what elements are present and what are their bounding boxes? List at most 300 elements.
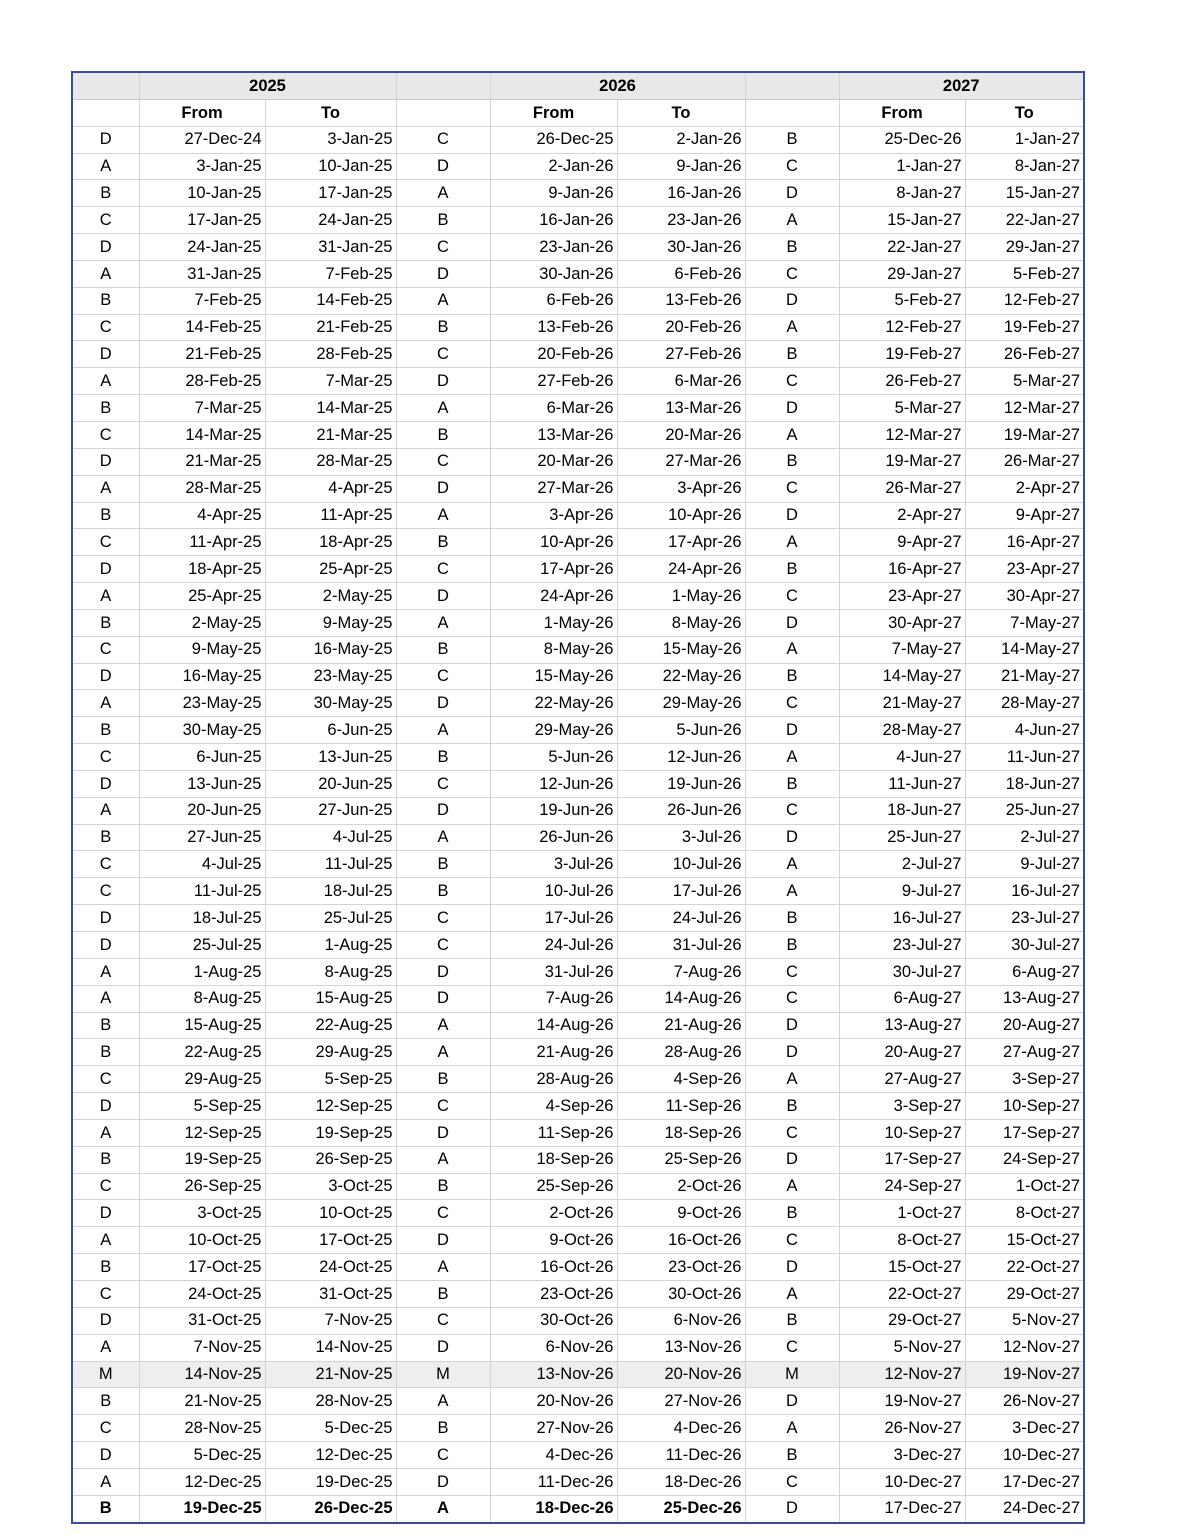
from-date-cell: 10-Dec-27 [839, 1468, 965, 1495]
code-cell: D [72, 341, 139, 368]
to-date-cell: 12-Feb-27 [965, 287, 1084, 314]
to-date-cell: 30-Oct-26 [617, 1280, 745, 1307]
code-cell: D [745, 1146, 839, 1173]
code-cell: D [396, 1468, 490, 1495]
code-cell: C [745, 1468, 839, 1495]
code-cell: C [396, 932, 490, 959]
to-date-cell: 31-Oct-25 [265, 1280, 396, 1307]
code-cell: C [396, 1307, 490, 1334]
from-date-cell: 3-Dec-27 [839, 1442, 965, 1469]
to-date-cell: 27-Feb-26 [617, 341, 745, 368]
to-date-cell: 20-Mar-26 [617, 421, 745, 448]
to-date-cell: 16-Jul-27 [965, 878, 1084, 905]
to-date-cell: 29-Jan-27 [965, 234, 1084, 261]
from-date-cell: 4-Dec-26 [490, 1442, 617, 1469]
from-date-cell: 7-Mar-25 [139, 395, 265, 422]
code-cell: A [396, 1388, 490, 1415]
table-row [72, 1200, 1084, 1227]
table-row [72, 1442, 1084, 1469]
from-date-cell: 18-Apr-25 [139, 556, 265, 583]
from-date-cell: 19-Sep-25 [139, 1146, 265, 1173]
from-date-cell: 14-Mar-25 [139, 421, 265, 448]
from-date-cell: 19-Mar-27 [839, 448, 965, 475]
table-row [72, 180, 1084, 207]
from-date-cell: 4-Sep-26 [490, 1093, 617, 1120]
from-date-cell: 28-Aug-26 [490, 1066, 617, 1093]
to-date-cell: 30-Jan-26 [617, 234, 745, 261]
code-cell: D [745, 502, 839, 529]
from-date-cell: 5-Dec-25 [139, 1442, 265, 1469]
to-date-cell: 16-Oct-26 [617, 1227, 745, 1254]
code-cell: D [745, 824, 839, 851]
code-cell: B [396, 1280, 490, 1307]
year-2027-header: 2027 [839, 72, 1084, 99]
from-date-cell: 25-Jun-27 [839, 824, 965, 851]
code-cell: A [396, 717, 490, 744]
from-date-cell: 28-May-27 [839, 717, 965, 744]
code-column-header [745, 99, 839, 126]
rotation-schedule-table [71, 71, 1085, 1524]
from-date-cell: 5-Jun-26 [490, 744, 617, 771]
code-column-header [396, 99, 490, 126]
to-date-cell: 24-Apr-26 [617, 556, 745, 583]
to-date-cell: 17-Sep-27 [965, 1119, 1084, 1146]
to-date-cell: 4-Sep-26 [617, 1066, 745, 1093]
to-date-cell: 5-Nov-27 [965, 1307, 1084, 1334]
to-date-cell: 7-Nov-25 [265, 1307, 396, 1334]
table-row [72, 287, 1084, 314]
from-date-cell: 5-Mar-27 [839, 395, 965, 422]
from-date-cell: 17-Jul-26 [490, 905, 617, 932]
from-date-cell: 25-Sep-26 [490, 1173, 617, 1200]
table-row [72, 421, 1084, 448]
table-row [72, 448, 1084, 475]
code-cell: C [396, 126, 490, 153]
code-cell: D [745, 180, 839, 207]
to-date-cell: 6-Aug-27 [965, 958, 1084, 985]
to-date-cell: 8-Oct-27 [965, 1200, 1084, 1227]
code-cell: B [745, 341, 839, 368]
table-row [72, 234, 1084, 261]
code-cell: A [745, 636, 839, 663]
to-date-cell: 15-Jan-27 [965, 180, 1084, 207]
to-date-cell: 25-Jun-27 [965, 797, 1084, 824]
table-row [72, 1361, 1084, 1388]
to-date-cell: 21-Nov-25 [265, 1361, 396, 1388]
year-2026-header: 2026 [490, 72, 745, 99]
code-cell: B [72, 1495, 139, 1522]
to-date-cell: 17-Oct-25 [265, 1227, 396, 1254]
code-cell: A [396, 1012, 490, 1039]
to-date-cell: 28-Aug-26 [617, 1039, 745, 1066]
to-date-cell: 2-Jul-27 [965, 824, 1084, 851]
code-cell: A [72, 1227, 139, 1254]
to-date-cell: 17-Jan-25 [265, 180, 396, 207]
to-date-cell: 5-Dec-25 [265, 1415, 396, 1442]
to-date-cell: 10-Jan-25 [265, 153, 396, 180]
to-date-cell: 7-Aug-26 [617, 958, 745, 985]
from-date-cell: 23-Oct-26 [490, 1280, 617, 1307]
to-date-cell: 19-Sep-25 [265, 1119, 396, 1146]
code-cell: C [745, 368, 839, 395]
code-cell: B [396, 207, 490, 234]
code-cell: C [745, 985, 839, 1012]
from-date-cell: 19-Feb-27 [839, 341, 965, 368]
code-cell: M [745, 1361, 839, 1388]
from-date-cell: 26-Feb-27 [839, 368, 965, 395]
to-date-cell: 11-Dec-26 [617, 1442, 745, 1469]
to-date-cell: 16-Apr-27 [965, 529, 1084, 556]
code-cell: B [72, 1012, 139, 1039]
from-date-cell: 13-Aug-27 [839, 1012, 965, 1039]
to-date-cell: 23-May-25 [265, 663, 396, 690]
to-date-cell: 1-Aug-25 [265, 932, 396, 959]
from-date-cell: 28-Mar-25 [139, 475, 265, 502]
code-cell: B [745, 932, 839, 959]
table-row [72, 1307, 1084, 1334]
code-cell: D [396, 475, 490, 502]
from-date-cell: 31-Jul-26 [490, 958, 617, 985]
from-date-cell: 1-May-26 [490, 609, 617, 636]
to-date-cell: 11-Jul-25 [265, 851, 396, 878]
to-date-cell: 13-Aug-27 [965, 985, 1084, 1012]
to-date-cell: 21-May-27 [965, 663, 1084, 690]
to-date-cell: 19-Nov-27 [965, 1361, 1084, 1388]
year-spacer-cell [745, 72, 839, 99]
from-date-cell: 20-Jun-25 [139, 797, 265, 824]
to-date-cell: 24-Dec-27 [965, 1495, 1084, 1522]
to-date-cell: 22-Oct-27 [965, 1254, 1084, 1281]
to-date-cell: 9-Jul-27 [965, 851, 1084, 878]
code-cell: D [396, 368, 490, 395]
code-cell: D [396, 690, 490, 717]
table-row [72, 797, 1084, 824]
table-row [72, 717, 1084, 744]
from-date-cell: 1-Jan-27 [839, 153, 965, 180]
from-date-cell: 22-Jan-27 [839, 234, 965, 261]
from-date-cell: 20-Aug-27 [839, 1039, 965, 1066]
from-date-cell: 14-Nov-25 [139, 1361, 265, 1388]
to-date-cell: 30-May-25 [265, 690, 396, 717]
to-date-cell: 8-May-26 [617, 609, 745, 636]
from-date-cell: 22-May-26 [490, 690, 617, 717]
to-date-cell: 8-Jan-27 [965, 153, 1084, 180]
code-cell: D [72, 1442, 139, 1469]
from-date-cell: 23-May-25 [139, 690, 265, 717]
to-date-cell: 28-Nov-25 [265, 1388, 396, 1415]
from-date-cell: 15-May-26 [490, 663, 617, 690]
code-cell: C [745, 1227, 839, 1254]
from-date-cell: 26-Jun-26 [490, 824, 617, 851]
from-date-cell: 2-Jul-27 [839, 851, 965, 878]
from-date-cell: 28-Nov-25 [139, 1415, 265, 1442]
from-date-cell: 10-Sep-27 [839, 1119, 965, 1146]
to-date-cell: 2-Oct-26 [617, 1173, 745, 1200]
from-date-cell: 1-Oct-27 [839, 1200, 965, 1227]
to-date-cell: 7-May-27 [965, 609, 1084, 636]
to-date-cell: 5-Mar-27 [965, 368, 1084, 395]
from-date-cell: 18-Jun-27 [839, 797, 965, 824]
from-date-cell: 27-Feb-26 [490, 368, 617, 395]
from-date-cell: 19-Jun-26 [490, 797, 617, 824]
from-date-cell: 23-Jan-26 [490, 234, 617, 261]
from-date-cell: 2-Apr-27 [839, 502, 965, 529]
code-cell: D [72, 126, 139, 153]
to-date-cell: 18-Sep-26 [617, 1119, 745, 1146]
to-date-cell: 18-Jun-27 [965, 770, 1084, 797]
code-cell: A [745, 1066, 839, 1093]
table-row [72, 1334, 1084, 1361]
to-date-cell: 1-Jan-27 [965, 126, 1084, 153]
code-cell: D [745, 1495, 839, 1522]
code-cell: A [72, 958, 139, 985]
from-date-cell: 7-Feb-25 [139, 287, 265, 314]
from-date-cell: 8-Aug-25 [139, 985, 265, 1012]
table-row [72, 207, 1084, 234]
from-date-cell: 16-Apr-27 [839, 556, 965, 583]
to-date-cell: 27-Aug-27 [965, 1039, 1084, 1066]
year-spacer-cell [396, 72, 490, 99]
code-cell: C [396, 1442, 490, 1469]
to-date-cell: 13-Jun-25 [265, 744, 396, 771]
code-cell: C [745, 583, 839, 610]
from-date-cell: 11-Apr-25 [139, 529, 265, 556]
to-date-cell: 31-Jan-25 [265, 234, 396, 261]
from-date-cell: 3-Jul-26 [490, 851, 617, 878]
code-cell: D [72, 448, 139, 475]
from-date-cell: 10-Jan-25 [139, 180, 265, 207]
code-cell: M [72, 1361, 139, 1388]
code-cell: C [72, 421, 139, 448]
from-date-cell: 12-Feb-27 [839, 314, 965, 341]
table-row [72, 395, 1084, 422]
code-column-header [72, 99, 139, 126]
code-cell: C [396, 341, 490, 368]
to-date-cell: 6-Nov-26 [617, 1307, 745, 1334]
table-row [72, 1495, 1084, 1522]
to-date-cell: 22-Jan-27 [965, 207, 1084, 234]
to-date-cell: 3-Sep-27 [965, 1066, 1084, 1093]
to-date-cell: 10-Apr-26 [617, 502, 745, 529]
table-row [72, 475, 1084, 502]
code-cell: B [745, 126, 839, 153]
to-date-cell: 19-Jun-26 [617, 770, 745, 797]
from-date-cell: 3-Oct-25 [139, 1200, 265, 1227]
code-cell: C [72, 207, 139, 234]
code-cell: A [745, 1280, 839, 1307]
to-date-cell: 18-Apr-25 [265, 529, 396, 556]
to-date-cell: 14-Aug-26 [617, 985, 745, 1012]
code-cell: D [396, 985, 490, 1012]
to-date-cell: 2-May-25 [265, 583, 396, 610]
from-date-cell: 27-Nov-26 [490, 1415, 617, 1442]
code-cell: A [745, 744, 839, 771]
table-row [72, 368, 1084, 395]
to-date-cell: 22-May-26 [617, 663, 745, 690]
table-row [72, 878, 1084, 905]
to-date-cell: 10-Oct-25 [265, 1200, 396, 1227]
code-cell: A [745, 851, 839, 878]
from-date-cell: 15-Jan-27 [839, 207, 965, 234]
table-row [72, 1119, 1084, 1146]
code-cell: C [72, 1415, 139, 1442]
from-date-cell: 21-Nov-25 [139, 1388, 265, 1415]
from-date-cell: 30-May-25 [139, 717, 265, 744]
code-cell: B [396, 314, 490, 341]
code-cell: C [72, 1066, 139, 1093]
from-date-cell: 8-Oct-27 [839, 1227, 965, 1254]
from-date-cell: 22-Aug-25 [139, 1039, 265, 1066]
code-cell: D [72, 556, 139, 583]
from-date-cell: 20-Mar-26 [490, 448, 617, 475]
to-date-cell: 9-May-25 [265, 609, 396, 636]
code-cell: A [396, 824, 490, 851]
table-row [72, 126, 1084, 153]
table-row [72, 744, 1084, 771]
from-date-cell: 13-Mar-26 [490, 421, 617, 448]
to-date-cell: 13-Nov-26 [617, 1334, 745, 1361]
to-date-cell: 29-May-26 [617, 690, 745, 717]
from-date-cell: 6-Jun-25 [139, 744, 265, 771]
to-date-cell: 13-Mar-26 [617, 395, 745, 422]
from-date-cell: 25-Dec-26 [839, 126, 965, 153]
table-row [72, 502, 1084, 529]
code-cell: D [396, 797, 490, 824]
from-date-cell: 4-Jul-25 [139, 851, 265, 878]
to-date-cell: 21-Mar-25 [265, 421, 396, 448]
to-date-cell: 31-Jul-26 [617, 932, 745, 959]
to-date-cell: 10-Dec-27 [965, 1442, 1084, 1469]
to-date-cell: 26-Sep-25 [265, 1146, 396, 1173]
to-date-cell: 24-Jan-25 [265, 207, 396, 234]
code-cell: B [745, 905, 839, 932]
from-date-cell: 11-Jun-27 [839, 770, 965, 797]
to-date-cell: 27-Nov-26 [617, 1388, 745, 1415]
from-date-cell: 17-Apr-26 [490, 556, 617, 583]
from-date-cell: 13-Jun-25 [139, 770, 265, 797]
code-cell: D [72, 1093, 139, 1120]
code-cell: A [396, 1146, 490, 1173]
from-date-cell: 24-Oct-25 [139, 1280, 265, 1307]
code-cell: D [72, 905, 139, 932]
code-cell: A [745, 529, 839, 556]
to-date-cell: 20-Aug-27 [965, 1012, 1084, 1039]
from-date-cell: 13-Nov-26 [490, 1361, 617, 1388]
to-date-cell: 19-Dec-25 [265, 1468, 396, 1495]
to-date-cell: 17-Jul-26 [617, 878, 745, 905]
from-column-header: From [490, 99, 617, 126]
code-cell: C [745, 260, 839, 287]
code-cell: D [72, 234, 139, 261]
code-cell: B [745, 770, 839, 797]
to-date-cell: 23-Oct-26 [617, 1254, 745, 1281]
to-date-cell: 14-Feb-25 [265, 287, 396, 314]
table-row [72, 1093, 1084, 1120]
to-date-cell: 3-Apr-26 [617, 475, 745, 502]
from-date-cell: 16-May-25 [139, 663, 265, 690]
table-row [72, 314, 1084, 341]
schedule-body [72, 126, 1084, 1522]
table-row [72, 851, 1084, 878]
code-cell: C [745, 153, 839, 180]
code-cell: C [72, 1173, 139, 1200]
to-date-cell: 10-Jul-26 [617, 851, 745, 878]
code-cell: D [72, 932, 139, 959]
from-column-header: From [139, 99, 265, 126]
table-row [72, 529, 1084, 556]
to-date-cell: 26-Dec-25 [265, 1495, 396, 1522]
table-row [72, 341, 1084, 368]
to-date-cell: 14-Nov-25 [265, 1334, 396, 1361]
to-date-cell: 5-Feb-27 [965, 260, 1084, 287]
to-date-cell: 2-Apr-27 [965, 475, 1084, 502]
to-date-cell: 3-Oct-25 [265, 1173, 396, 1200]
to-date-cell: 8-Aug-25 [265, 958, 396, 985]
code-cell: C [396, 556, 490, 583]
from-date-cell: 12-Mar-27 [839, 421, 965, 448]
from-date-cell: 2-Jan-26 [490, 153, 617, 180]
from-date-cell: 14-Feb-25 [139, 314, 265, 341]
code-cell: A [396, 502, 490, 529]
code-cell: C [396, 663, 490, 690]
to-column-header: To [265, 99, 396, 126]
code-cell: A [396, 395, 490, 422]
code-cell: A [745, 314, 839, 341]
to-date-cell: 14-Mar-25 [265, 395, 396, 422]
code-cell: M [396, 1361, 490, 1388]
code-cell: D [72, 1307, 139, 1334]
code-cell: A [396, 180, 490, 207]
from-date-cell: 26-Dec-25 [490, 126, 617, 153]
to-date-cell: 5-Jun-26 [617, 717, 745, 744]
to-date-cell: 23-Apr-27 [965, 556, 1084, 583]
table-row [72, 1254, 1084, 1281]
from-date-cell: 11-Dec-26 [490, 1468, 617, 1495]
code-cell: A [72, 1119, 139, 1146]
table-row [72, 770, 1084, 797]
from-date-cell: 9-Apr-27 [839, 529, 965, 556]
to-date-cell: 27-Jun-25 [265, 797, 396, 824]
from-date-cell: 3-Jan-25 [139, 153, 265, 180]
from-date-cell: 12-Sep-25 [139, 1119, 265, 1146]
from-date-cell: 26-Mar-27 [839, 475, 965, 502]
code-cell: D [72, 770, 139, 797]
from-date-cell: 27-Aug-27 [839, 1066, 965, 1093]
table-row [72, 1146, 1084, 1173]
from-date-cell: 5-Nov-27 [839, 1334, 965, 1361]
table-row [72, 1468, 1084, 1495]
to-date-cell: 26-Feb-27 [965, 341, 1084, 368]
from-date-cell: 9-Jul-27 [839, 878, 965, 905]
to-date-cell: 29-Aug-25 [265, 1039, 396, 1066]
to-date-cell: 21-Feb-25 [265, 314, 396, 341]
to-date-cell: 25-Jul-25 [265, 905, 396, 932]
from-date-cell: 17-Oct-25 [139, 1254, 265, 1281]
to-date-cell: 3-Jul-26 [617, 824, 745, 851]
to-date-cell: 28-May-27 [965, 690, 1084, 717]
code-cell: A [745, 1415, 839, 1442]
code-cell: D [745, 609, 839, 636]
from-date-cell: 29-Jan-27 [839, 260, 965, 287]
code-cell: B [396, 878, 490, 905]
to-date-cell: 9-Oct-26 [617, 1200, 745, 1227]
from-date-cell: 5-Feb-27 [839, 287, 965, 314]
year-2025-header: 2025 [139, 72, 396, 99]
to-date-cell: 4-Jul-25 [265, 824, 396, 851]
from-date-cell: 7-Aug-26 [490, 985, 617, 1012]
from-date-cell: 24-Apr-26 [490, 583, 617, 610]
to-date-cell: 16-May-25 [265, 636, 396, 663]
